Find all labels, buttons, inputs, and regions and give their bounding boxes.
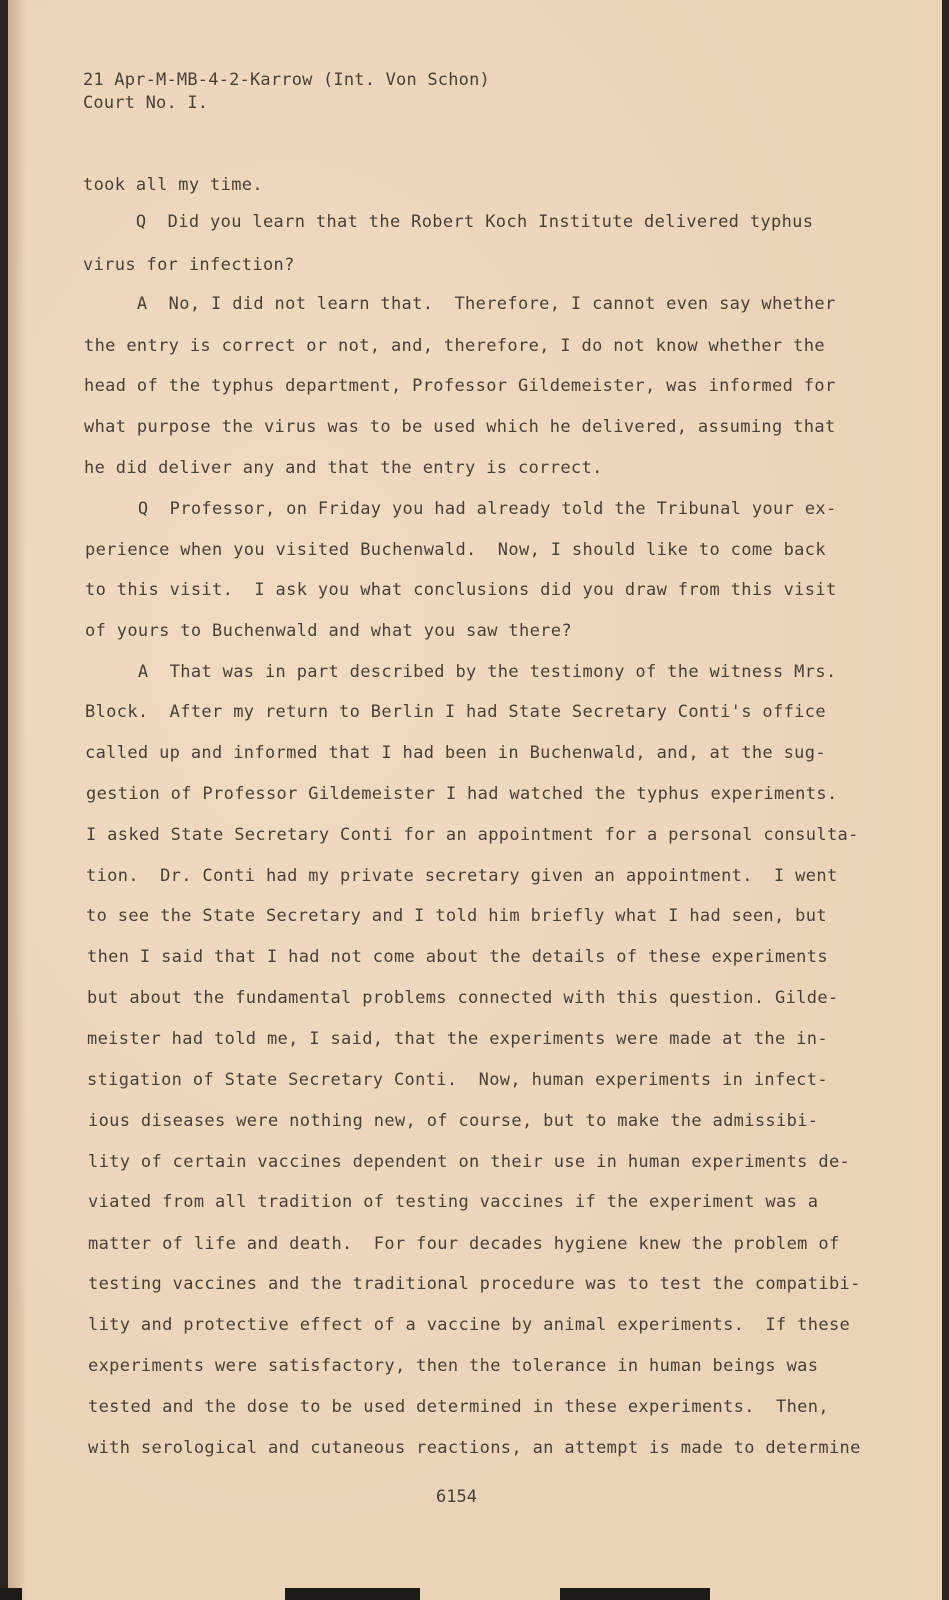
body-line: took all my time. [83, 175, 263, 195]
body-line: stigation of State Secretary Conti. Now, human experiments in infect- [87, 1070, 828, 1090]
body-line: virus for infection? [83, 255, 295, 275]
body-line: to this visit. I ask you what conclusions did you draw from this visit [85, 580, 837, 600]
scan-border-bottom-right [560, 1588, 710, 1600]
body-line: A No, I did not learn that. Therefore, I cannot even say whether [84, 294, 836, 314]
body-line: but about the fundamental problems connected with this question. Gilde- [87, 988, 839, 1008]
body-line: viated from all tradition of testing vaccines if the experiment was a [88, 1192, 819, 1212]
body-line: then I said that I had not come about the details of these experiments [87, 947, 828, 967]
body-line: head of the typhus department, Professor Gildemeister, was informed for [84, 376, 836, 396]
body-line: meister had told me, I said, that the experiments were made at the in- [87, 1029, 828, 1049]
body-line: I asked State Secretary Conti for an appointment for a personal consulta- [86, 825, 859, 845]
body-line: A That was in part described by the testimony of the witness Mrs. [85, 662, 837, 682]
body-line: perience when you visited Buchenwald. Now, I should like to come back [85, 540, 826, 560]
document-page [8, 0, 942, 1600]
body-line: called up and informed that I had been in Buchenwald, and, at the sug- [85, 743, 826, 763]
body-line: experiments were satisfactory, then the tolerance in human beings was [88, 1356, 819, 1376]
scan-border-bottom-mid [285, 1588, 420, 1600]
body-line: testing vaccines and the traditional procedure was to test the compatibi- [88, 1274, 861, 1294]
body-line: tested and the dose to be used determined in these experiments. Then, [88, 1397, 829, 1417]
scan-border-bottom-left [0, 1588, 22, 1600]
body-line: with serological and cutaneous reactions, an attempt is made to determine [88, 1438, 861, 1458]
body-line: Q Professor, on Friday you had already told the Tribunal your ex- [85, 499, 837, 519]
body-line: Q Did you learn that the Robert Koch Institute delivered typhus [83, 212, 814, 232]
body-line: gestion of Professor Gildemeister I had watched the typhus experiments. [86, 784, 838, 804]
body-line: he did deliver any and that the entry is correct. [84, 458, 603, 478]
header-docket-line: 21 Apr-M-MB-4-2-Karrow (Int. Von Schon) [83, 70, 490, 90]
body-line: of yours to Buchenwald and what you saw there? [85, 621, 572, 641]
body-line: the entry is correct or not, and, therefore, I do not know whether the [84, 336, 825, 356]
page-left-edge [8, 0, 26, 1600]
body-line: what purpose the virus was to be used which he delivered, assuming that [84, 417, 836, 437]
body-line: lity of certain vaccines dependent on their use in human experiments de- [88, 1152, 851, 1172]
body-line: Block. After my return to Berlin I had State Secretary Conti's office [85, 702, 826, 722]
body-line: ious diseases were nothing new, of course, but to make the admissibi- [88, 1111, 819, 1131]
body-line: tion. Dr. Conti had my private secretary given an appointment. I went [86, 866, 838, 886]
body-line: matter of life and death. For four decades hygiene knew the problem of [88, 1234, 840, 1254]
header-court-line: Court No. I. [83, 93, 209, 113]
body-line: lity and protective effect of a vaccine by animal experiments. If these [88, 1315, 851, 1335]
body-line: to see the State Secretary and I told him briefly what I had seen, but [86, 906, 827, 926]
page-number: 6154 [436, 1487, 477, 1507]
